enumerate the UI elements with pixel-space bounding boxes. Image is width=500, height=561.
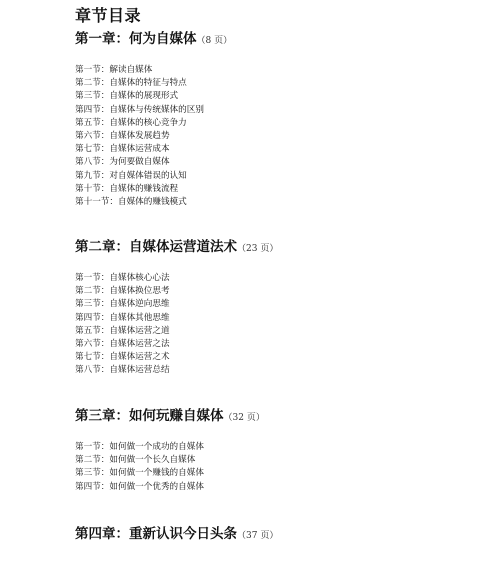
section-item: 第一节：自媒体核心心法	[75, 273, 170, 283]
section-item: 第三节：自媒体逆向思维	[75, 299, 170, 310]
chapter-heading	[75, 238, 475, 258]
section-item: 第五节：自媒体的核心竞争力	[75, 117, 187, 128]
chapter-4	[75, 525, 475, 545]
section-item: 第四节：自媒体其他思维	[75, 312, 170, 323]
section-item: 第一节：解读自媒体	[75, 65, 153, 75]
toc-title: 章节目录	[75, 6, 142, 25]
section-item: 第十节：自媒体的赚钱流程	[75, 183, 179, 194]
chapter-pages-note: （8 页）	[196, 36, 233, 46]
section-item: 第二节：自媒体换位思考	[75, 286, 170, 297]
chapter-title: 第三章：如何玩赚自媒体	[75, 408, 224, 424]
section-item: 第九节：对自媒体错误的认知	[75, 170, 187, 181]
chapter-pages-note: （32 页）	[223, 413, 265, 423]
section-item: 第四节：如何做一个优秀的自媒体	[75, 481, 204, 492]
section-item: 第二节：如何做一个长久自媒体	[75, 455, 196, 466]
section-item: 第三节：自媒体的展现形式	[75, 91, 179, 102]
section-item: 第二节：自媒体的特征与特点	[75, 78, 187, 89]
chapter-pages-note: （37 页）	[237, 531, 279, 541]
chapter-heading	[75, 30, 475, 50]
chapter-pages-note: （23 页）	[237, 244, 279, 254]
chapter-title: 第四章：重新认识今日头条	[75, 526, 237, 542]
chapter-title: 第一章：何为自媒体	[75, 31, 197, 47]
section-item: 第三节：如何做一个赚钱的自媒体	[75, 468, 204, 479]
section-item: 第四节：自媒体与传统媒体的区别	[75, 104, 204, 115]
chapter-1	[75, 30, 475, 209]
section-item: 第七节：自媒体运营之术	[75, 352, 170, 363]
section-list	[75, 272, 475, 378]
section-item: 第八节：为何要做自媒体	[75, 157, 170, 168]
section-item: 第十一节：自媒体的赚钱模式	[75, 196, 187, 207]
section-list	[75, 441, 475, 494]
chapter-heading	[75, 407, 475, 427]
section-list	[75, 64, 475, 209]
chapter-heading	[75, 525, 475, 545]
section-item: 第六节：自媒体发展趋势	[75, 130, 170, 141]
section-item: 第五节：自媒体运营之道	[75, 325, 170, 336]
section-item: 第八节：自媒体运营总结	[75, 365, 170, 376]
section-item: 第七节：自媒体运营成本	[75, 144, 170, 155]
chapter-3	[75, 407, 475, 494]
chapter-2	[75, 238, 475, 378]
section-item: 第六节：自媒体运营之法	[75, 338, 170, 349]
section-item: 第一节：如何做一个成功的自媒体	[75, 442, 204, 452]
chapter-title: 第二章：自媒体运营道法术	[75, 239, 237, 255]
